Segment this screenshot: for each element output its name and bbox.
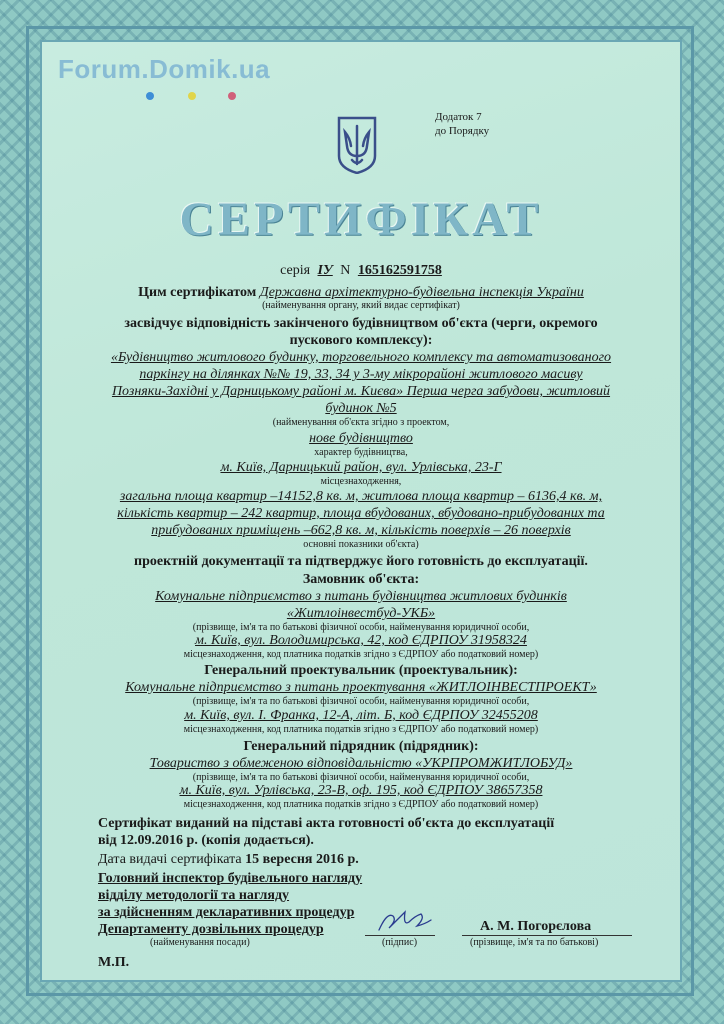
indicators-line-1: загальна площа квартир –14152,8 кв. м, житлова площа квартир – 6136,4 кв. м, [119,489,603,504]
designer-heading: Генеральний проектувальник (проектувальник): [204,663,518,678]
object-line-2: паркінгу на ділянках №№ 19, 33, 34 у 3-му мікрорайоні житлового масиву [139,367,583,382]
customer-line-2: «Житлоінвестбуд-УКБ» [286,606,436,621]
object-line-4: будинок №5 [325,401,397,416]
signatory-name: А. М. Погорєлова [480,919,592,934]
location-caption: місцезнаходження, [320,476,402,487]
designer-caption-1: (прізвище, ім'я та по батькові фізичної особи, найменування юридичної особи, [192,696,530,707]
watermark-text: Forum.Domik.ua [58,54,271,84]
issuer-line [40,284,682,301]
character-caption: характер будівництва, [314,447,408,458]
name-caption: (прізвище, ім'я та по батькові) [470,937,599,948]
issued-basis-line-2: від 12.09.2016 р. (копія додається). [98,833,314,848]
issuer-lead: Цим сертифікатом [138,285,257,300]
issuer-value: Державна архітектурно-будівельна інспекція України [259,285,584,300]
position-line-1: Головний інспектор будівельного нагляду [98,871,363,886]
location-value: м. Київ, Дарницький район, вул. Урлівська, 23-Г [220,460,502,475]
issue-date-label: Дата видачі сертифіката [98,852,242,867]
signature-mark [375,906,435,936]
issued-basis-line-1: Сертифікат виданий на підставі акта готовності об'єкта до експлуатації [98,816,555,831]
object-line-3: Позняки-Західні у Дарницькому районі м. Києва» Перша черга забудови, житловий [111,384,611,399]
trident-emblem-icon [336,116,378,174]
contractor-caption-2: місцезнаходження, код платника податків згідно з ЄДРПОУ або податковий номер) [183,799,539,810]
designer-line: Комунальне підприємство з питань проектування «ЖИТЛОІНВЕСТПРОЕКТ» [125,680,597,695]
character-value: нове будівництво [309,431,413,446]
position-caption: (найменування посади) [150,937,250,948]
contractor-address: м. Київ, вул. Урлівська, 23-В, оф. 195, код ЄДРПОУ 38657358 [179,783,543,798]
conformity-statement: проектній документації та підтверджує його готовність до експлуатації. [134,554,588,569]
issue-date-line [98,851,359,868]
designer-caption-2: місцезнаходження, код платника податків згідно з ЄДРПОУ або податковий номер) [183,724,539,735]
customer-caption-2: місцезнаходження, код платника податків згідно з ЄДРПОУ або податковий номер) [183,649,539,660]
series-line [40,262,682,279]
certificate-title: СЕРТИФІКАТ [179,193,543,246]
customer-caption-1: (прізвище, ім'я та по батькові фізичної особи, найменування юридичної особи, [192,622,530,633]
designer-address: м. Київ, вул. І. Франка, 12-А, літ. Б, код ЄДРПОУ 32455208 [184,708,538,723]
position-line-2: відділу методології та нагляду [98,888,290,903]
number-label: N [340,263,351,278]
contractor-caption-1: (прізвище, ім'я та по батькові фізичної особи, найменування юридичної особи, [192,772,530,783]
annex-line-1: Додаток 7 [435,111,482,123]
position-line-4: Департаменту дозвільних процедур [98,922,324,937]
issue-date-value: 15 вересня 2016 р. [245,852,359,867]
issuer-caption: (найменування органу, який видає сертифікат) [262,300,460,311]
indicators-caption: основні показники об'єкта) [303,539,419,550]
confirms-line-2: пускового комплексу): [289,333,433,348]
series-label: серія [280,263,311,278]
customer-address: м. Київ, вул. Володимирська, 42, код ЄДРПОУ 31958324 [195,633,527,648]
certificate-number: 165162591758 [357,263,442,278]
object-line-1: «Будівництво житлового будинку, торговельного комплексу та автоматизованого [110,350,612,365]
seal-mark: М.П. [98,955,130,970]
customer-line-1: Комунальне підприємство з питань будівництва житлових будинків [155,589,567,604]
watermark-dot-yellow [188,92,196,100]
position-line-3: за здійсненням декларативних процедур [98,905,355,920]
contractor-line: Товариство з обмеженою відповідальністю «УКРПРОМЖИТЛОБУД» [149,756,573,771]
contractor-heading: Генеральний підрядник (підрядник): [243,739,479,754]
watermark-dot-blue [146,92,154,100]
object-caption: (найменування об'єкта згідно з проектом, [272,417,450,428]
annex-line-2: до Порядку [435,125,490,137]
indicators-line-3: прибудованих приміщень –662,8 кв. м, кількість поверхів – 26 поверхів [151,523,571,538]
annex-note [435,110,489,138]
series-value: ІУ [317,263,333,278]
customer-heading: Замовник об'єкта: [302,572,420,587]
indicators-line-2: кількість квартир – 242 квартир, площа вбудованих, вбудовано-прибудованих та [117,506,605,521]
confirms-line-1: засвідчує відповідність закінченого будівництвом об'єкта (черги, окремого [124,316,598,331]
signature-caption: (підпис) [382,937,418,948]
watermark-dot-pink [228,92,236,100]
signatory-name-underline [462,935,632,936]
